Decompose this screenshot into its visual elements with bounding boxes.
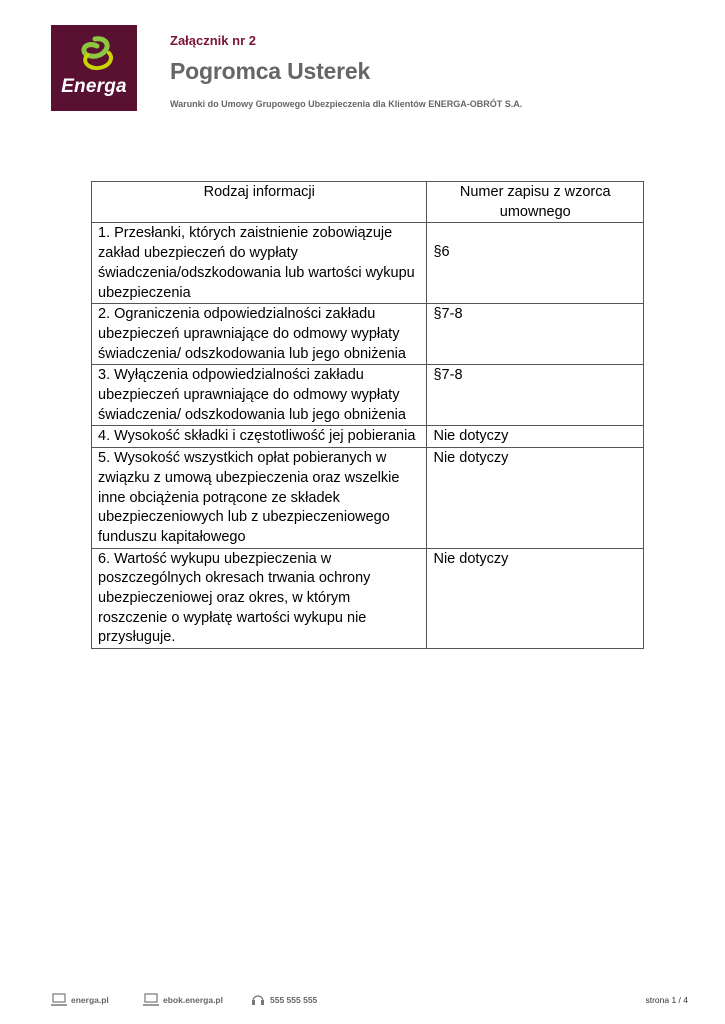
row-info: 5. Wysokość wszystkich opłat pobieranych w związku z umową ubezpieczenia oraz wszelkie inne obciążenia potrącone ze składek ubezpieczeniowych lub z ubezpieczeniowego funduszu kapitałowego [92,448,427,549]
page-title: Pogromca Usterek [170,58,371,84]
table-row [92,426,644,448]
row-ref: Nie dotyczy [427,426,644,448]
footer-phone-text: 555 555 555 [270,995,318,1005]
row-ref: Nie dotyczy [427,448,644,549]
row-ref: Nie dotyczy [427,548,644,649]
row-info: 6. Wartość wykupu ubezpieczenia w poszczególnych okresach trwania ochrony ubezpieczeniowej oraz okres, w którym roszczenie o wypłatę wartości wykupu nie przysługuje. [92,548,427,649]
row-info: 2. Ograniczenia odpowiedzialności zakładu ubezpieczeń uprawniające do odmowy wypłaty świadczenia/ odszkodowania lub jego obniżenia [92,304,427,365]
table-header-row [92,182,644,223]
column-header-info: Rodzaj informacji [92,182,427,223]
energa-logo [51,25,137,111]
energa-swirl-icon [51,25,137,111]
table-row [92,365,644,426]
row-ref: §7-8 [427,365,644,426]
row-info: 3. Wyłączenia odpowiedzialności zakładu ubezpieczeń uprawniające do odmowy wypłaty świadczenia/ odszkodowania lub jego obniżenia [92,365,427,426]
logo-text: Energa [61,76,127,97]
headset-icon [250,993,266,1007]
footer-phone[interactable] [250,990,317,1010]
table-row [92,548,644,649]
information-table [91,181,644,649]
laptop-icon [143,993,159,1007]
table-row [92,304,644,365]
row-ref: §7-8 [427,304,644,365]
footer-website[interactable] [51,990,109,1010]
laptop-icon [51,993,67,1007]
attachment-label: Załącznik nr 2 [170,33,256,48]
row-info: 4. Wysokość składki i częstotliwość jej pobierania [92,426,427,448]
table-row [92,223,644,304]
table-row [92,448,644,549]
page-number: strona 1 / 4 [645,995,688,1005]
footer-ebok-text: ebok.energa.pl [163,995,223,1005]
footer-ebok[interactable] [143,990,223,1010]
row-ref: §6 [427,223,644,304]
row-info: 1. Przesłanki, których zaistnienie zobowiązuje zakład ubezpieczeń do wypłaty świadczenia/odszkodowania lub wartości wykupu ubezpieczenia [92,223,427,304]
page-subtitle: Warunki do Umowy Grupowego Ubezpieczenia dla Klientów ENERGA-OBRÓT S.A. [170,99,523,109]
footer-website-text: energa.pl [71,995,109,1005]
column-header-ref: Numer zapisu z wzorca umownego [427,182,644,223]
